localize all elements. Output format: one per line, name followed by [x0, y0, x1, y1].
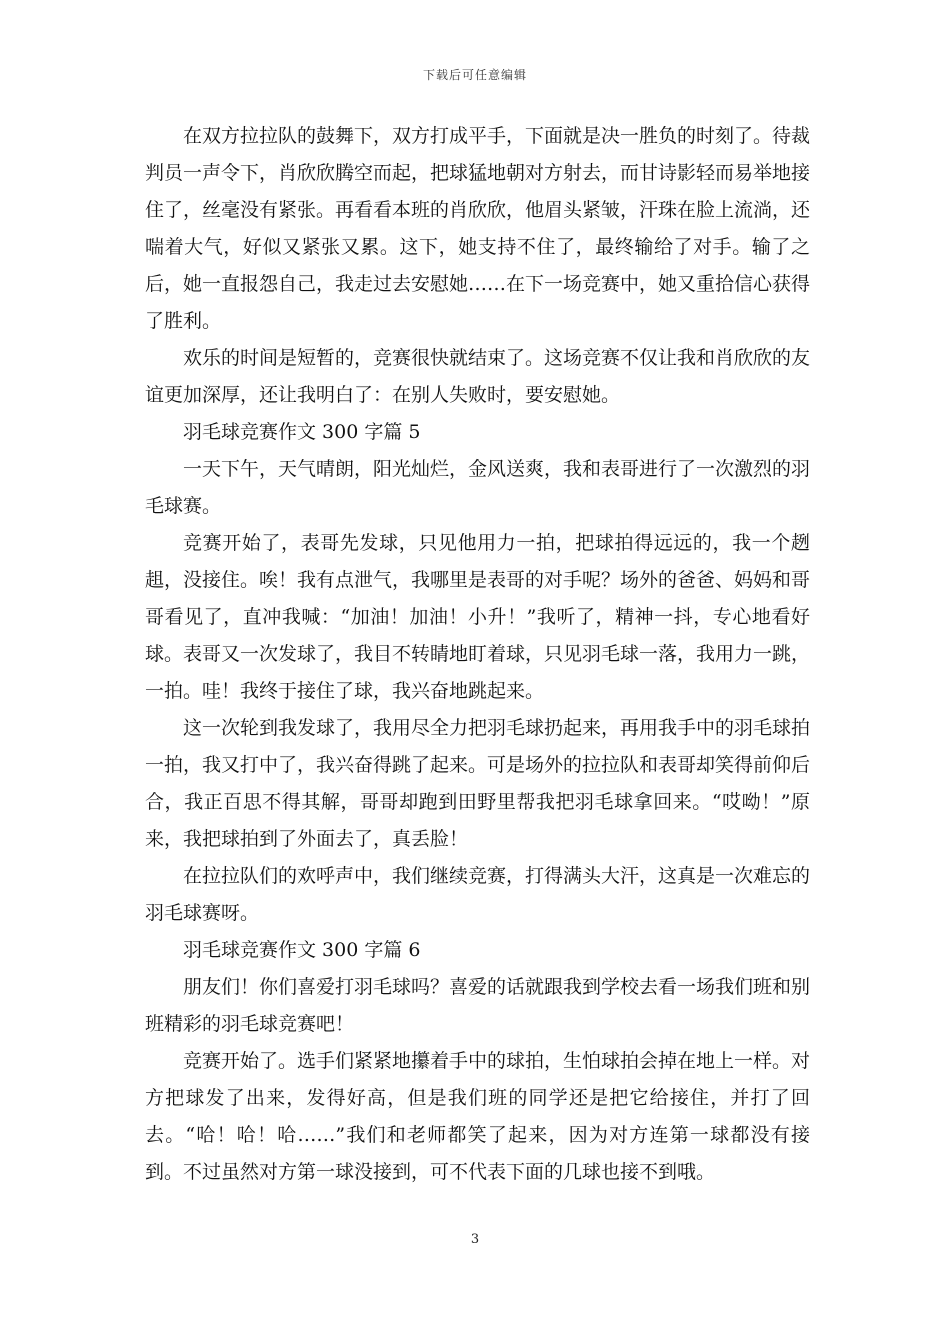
- section-heading: 羽毛球竞赛作文 300 字篇 6: [183, 939, 421, 961]
- paragraph: 在双方拉拉队的鼓舞下，双方打成平手，下面就是决一胜负的时刻了。待裁判员一声令下，肖欣欣腾空而起，把球猛地朝对方射去，而甘诗影轻而易举地接住了，丝毫没有紧张。再看看本班的肖欣欣，他眉头紧皱，汗珠在脸上流淌，还喘着大气，好似又紧张又累。这下，她支持不住了，最终输给了对手。输了之后，她一直报怨自己，我走过去安慰她……在下一场竞赛中，她又重拾信心获得了胜利。: [145, 125, 811, 332]
- paragraph: 一天下午，天气晴朗，阳光灿烂，金风送爽，我和表哥进行了一次激烈的羽毛球赛。: [145, 458, 811, 517]
- paragraph: 欢乐的时间是短暂的，竞赛很快就结束了。这场竞赛不仅让我和肖欣欣的友谊更加深厚，还让我明白了：在别人失败时，要安慰她。: [145, 347, 811, 406]
- paragraph: 这一次轮到我发球了，我用尽全力把羽毛球扔起来，再用我手中的羽毛球拍一拍，我又打中了，我兴奋得跳了起来。可是场外的拉拉队和表哥却笑得前仰后合，我正百思不得其解，哥哥却跑到田野里帮我把羽毛球拿回来。“哎呦！”原来，我把球拍到了外面去了，真丢脸！: [145, 717, 811, 850]
- paragraph: 朋友们！你们喜爱打羽毛球吗？喜爱的话就跟我到学校去看一场我们班和别班精彩的羽毛球竞赛吧！: [145, 976, 811, 1035]
- page-number: 3: [470, 1232, 480, 1247]
- section-heading: 羽毛球竞赛作文 300 字篇 5: [183, 421, 421, 443]
- paragraph: 竞赛开始了，表哥先发球，只见他用力一拍，把球拍得远远的，我一个趔趄，没接住。唉！我有点泄气，我哪里是表哥的对手呢？场外的爸爸、妈妈和哥哥看见了，直冲我喊：“加油！加油！小升！”我听了，精神一抖，专心地看好球。表哥又一次发球了，我目不转睛地盯着球，只见羽毛球一落，我用力一跳，一拍。哇！我终于接住了球，我兴奋地跳起来。: [145, 532, 811, 702]
- paragraph: 在拉拉队们的欢呼声中，我们继续竞赛，打得满头大汗，这真是一次难忘的羽毛球赛呀。: [145, 865, 811, 924]
- page-header: 下载后可任意编辑: [422, 68, 527, 82]
- paragraph: 竞赛开始了。选手们紧紧地攥着手中的球拍，生怕球拍会掉在地上一样。对方把球发了出来，发得好高，但是我们班的同学还是把它给接住，并打了回去。“哈！哈！哈……”我们和老师都笑了起来，因为对方连第一球都没有接到。不过虽然对方第一球没接到，可不代表下面的几球也接不到哦。: [145, 1050, 811, 1183]
- document-body: [145, 118, 810, 1191]
